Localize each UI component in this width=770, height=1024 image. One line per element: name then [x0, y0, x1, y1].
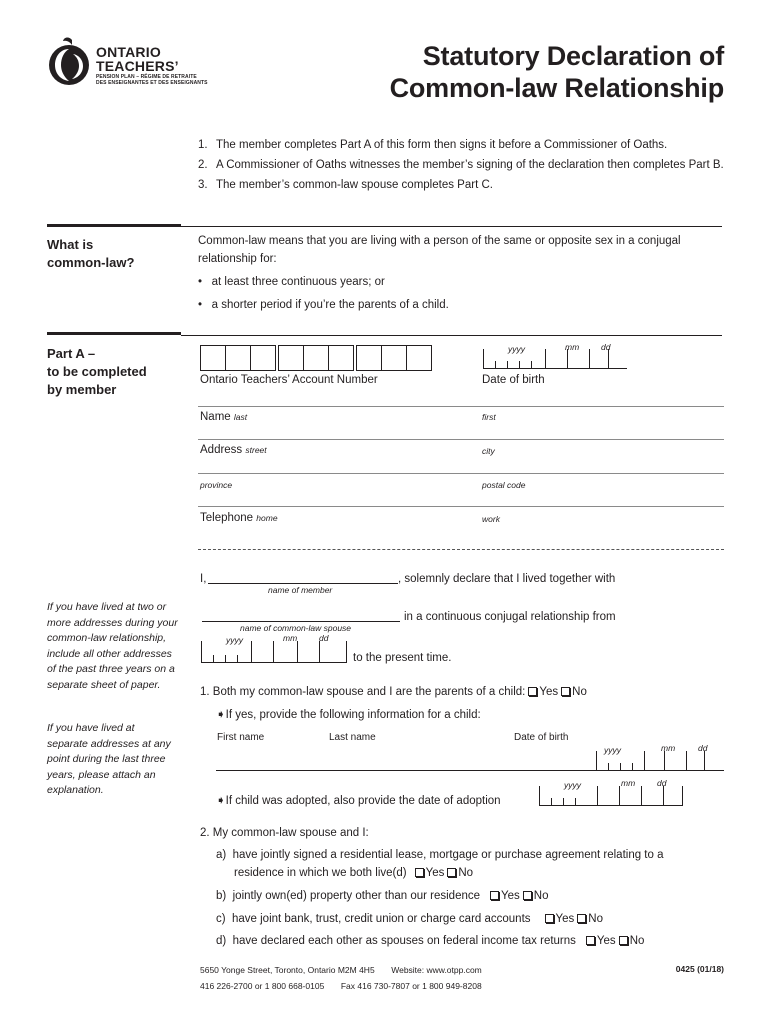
question-1: 1. Both my common-law spouse and I are the parents of a child: Yes No [200, 686, 587, 698]
section-divider-thick [47, 332, 181, 335]
step-item: 2. A Commissioner of Oaths witnesses the member’s signing of the declaration then completes Part B. [198, 159, 724, 171]
account-digit-box[interactable] [278, 345, 304, 371]
document-title [390, 40, 724, 104]
member-dob-field[interactable]: yyyy mm dd [483, 345, 627, 369]
bullet-item: • a shorter period if you’re the parents of a child. [198, 299, 449, 311]
row-separator [198, 406, 724, 407]
q2-item-a: a) have jointly signed a residential lease, mortgage or purchase agreement relating to a [216, 849, 664, 861]
q1-yes-checkbox[interactable] [528, 687, 537, 696]
form-code: 0425 (01/18) [675, 964, 724, 974]
q2d-yes-checkbox[interactable] [586, 936, 595, 945]
name-field[interactable]: Name last [200, 411, 248, 423]
what-is-heading: What is common-law? [47, 237, 135, 270]
city-field[interactable]: city [482, 446, 495, 456]
logo-line-3: PENSION PLAN – RÉGIME DE RETRAITE [96, 74, 197, 80]
logo-line-2: TEACHERS’ [96, 58, 179, 74]
account-number-label: Ontario Teachers’ Account Number [200, 374, 378, 386]
account-box-group [356, 345, 431, 371]
child-name-line[interactable] [216, 770, 596, 771]
dob-label: Date of birth [482, 374, 545, 386]
province-field[interactable]: province [200, 480, 233, 490]
account-digit-box[interactable] [328, 345, 354, 371]
q2-item-b: b) jointly own(ed) property other than our residence Yes No [216, 890, 549, 902]
continuous-text: in a continuous conjugal relationship from [404, 611, 616, 623]
q2c-yes-checkbox[interactable] [545, 914, 554, 923]
arrow-icon: ➧ [216, 709, 226, 721]
child-dob-label: Date of birth [514, 732, 569, 743]
q2-item-a-cont: residence in which we both live(d) Yes No [234, 867, 474, 879]
dashed-divider [198, 549, 724, 550]
ontario-teachers-logo-icon [46, 36, 92, 86]
child-dob-field[interactable]: yyyy mm dd [596, 748, 724, 771]
account-digit-box[interactable] [303, 345, 329, 371]
part-a-heading: Part A – to be completed by member [47, 346, 147, 397]
postal-code-field[interactable]: postal code [482, 480, 526, 490]
logo-line-1: ONTARIO [96, 44, 161, 60]
spouse-name-caption: name of common-law spouse [240, 623, 352, 633]
logo-wordmark [96, 45, 208, 86]
q2d-no-checkbox[interactable] [619, 936, 628, 945]
title-line-1: Statutory Declaration of [422, 41, 724, 71]
section-divider-thin [181, 226, 722, 227]
title-line-2: Common-law Relationship [389, 73, 724, 103]
bullet-item: • at least three continuous years; or [198, 276, 385, 288]
q2-item-c: c) have joint bank, trust, credit union or charge card accounts Yes No [216, 913, 603, 925]
address-street-field[interactable]: Address street [200, 444, 267, 456]
q2a-no-checkbox[interactable] [447, 868, 456, 877]
side-note-addresses: If you have lived at two or more addresses during your common-law relationship, include all other addresses of the past three years on a separate sheet of paper. [47, 601, 178, 691]
first-name-field[interactable]: first [482, 412, 496, 422]
section-divider-thin [181, 335, 722, 336]
account-digit-box[interactable] [406, 345, 432, 371]
q1-no-checkbox[interactable] [561, 687, 570, 696]
account-digit-box[interactable] [250, 345, 276, 371]
row-separator [198, 506, 724, 507]
q2c-no-checkbox[interactable] [577, 914, 586, 923]
member-name-caption: name of member [268, 585, 333, 595]
declaration-text: , solemnly declare that I lived together with [398, 573, 616, 585]
q2b-yes-checkbox[interactable] [490, 891, 499, 900]
account-number-input[interactable] [200, 345, 434, 371]
q2-item-d: d) have declared each other as spouses on federal income tax returns Yes No [216, 935, 645, 947]
section-divider-thick [47, 224, 181, 227]
common-law-definition: Common-law means that you are living with a person of the same or opposite sex in a conjugal relationship for: [198, 235, 681, 265]
child-first-name-label: First name [217, 732, 265, 743]
footer-line-2: 416 226-2700 or 1 800 668-0105 Fax 416 730-7807 or 1 800 949-8208 [200, 981, 482, 991]
relationship-start-date-field[interactable]: yyyy mm dd [201, 637, 347, 663]
adoption-date-field[interactable]: yyyy mm dd [539, 783, 683, 806]
arrow-icon: ➧ [216, 795, 226, 807]
step-item: 1. The member completes Part A of this form then signs it before a Commissioner of Oaths. [198, 139, 668, 151]
declaration-i: I, [200, 573, 207, 585]
row-separator [198, 473, 724, 474]
instruction-steps [198, 136, 738, 194]
question-2: 2. My common-law spouse and I: [200, 827, 369, 839]
account-digit-box[interactable] [356, 345, 382, 371]
adoption-instruction: ➧If child was adopted, also provide the date of adoption [216, 795, 501, 807]
telephone-home-field[interactable]: Telephone home [200, 512, 278, 524]
to-present-text: to the present time. [353, 652, 452, 664]
spouse-name-line[interactable] [202, 621, 400, 622]
q2b-no-checkbox[interactable] [523, 891, 532, 900]
account-digit-box[interactable] [200, 345, 226, 371]
side-note-separate: If you have lived at separate addresses at any point during the last three years, please attach an explanation. [47, 722, 171, 796]
account-digit-box[interactable] [225, 345, 251, 371]
if-yes-instruction: ➧If yes, provide the following information for a child: [216, 709, 481, 721]
telephone-work-field[interactable]: work [482, 514, 500, 524]
member-name-line[interactable] [208, 583, 398, 584]
footer-line-1: 5650 Yonge Street, Toronto, Ontario M2M 4H5 Website: www.otpp.com [200, 965, 482, 975]
account-box-group [200, 345, 275, 371]
logo-line-4: DES ENSEIGNANTES ET DES ENSEIGNANTS [96, 80, 208, 86]
q2a-yes-checkbox[interactable] [415, 868, 424, 877]
step-item: 3. The member’s common-law spouse completes Part C. [198, 179, 493, 191]
row-separator [198, 439, 724, 440]
account-digit-box[interactable] [381, 345, 407, 371]
account-box-group [278, 345, 353, 371]
child-last-name-label: Last name [329, 732, 376, 743]
